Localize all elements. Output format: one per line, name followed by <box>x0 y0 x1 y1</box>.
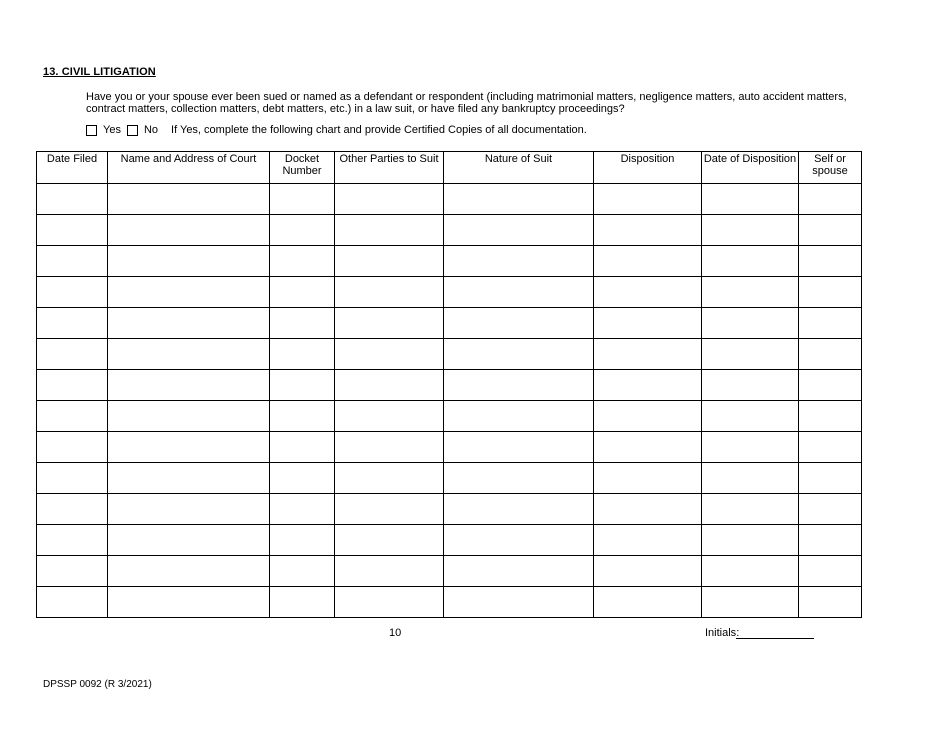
cell-date-filed[interactable] <box>37 184 108 215</box>
cell-court[interactable] <box>108 463 270 494</box>
cell-other-parties[interactable] <box>335 246 444 277</box>
cell-nature-of-suit[interactable] <box>444 215 594 246</box>
cell-self-or-spouse[interactable] <box>799 370 862 401</box>
cell-self-or-spouse[interactable] <box>799 339 862 370</box>
cell-court[interactable] <box>108 246 270 277</box>
header-court: Name and Address of Court <box>108 152 270 184</box>
cell-other-parties[interactable] <box>335 370 444 401</box>
table-row <box>37 308 862 339</box>
table-row <box>37 432 862 463</box>
cell-date-of-disposition[interactable] <box>702 215 799 246</box>
yes-checkbox[interactable] <box>86 125 97 136</box>
no-checkbox[interactable] <box>127 125 138 136</box>
table-row <box>37 401 862 432</box>
no-label: No <box>143 124 159 136</box>
cell-disposition[interactable] <box>594 246 702 277</box>
cell-other-parties[interactable] <box>335 401 444 432</box>
table-row <box>37 277 862 308</box>
cell-nature-of-suit[interactable] <box>444 494 594 525</box>
cell-other-parties[interactable] <box>335 339 444 370</box>
cell-nature-of-suit[interactable] <box>444 401 594 432</box>
cell-other-parties[interactable] <box>335 277 444 308</box>
cell-nature-of-suit[interactable] <box>444 587 594 618</box>
table-row <box>37 494 862 525</box>
cell-date-filed[interactable] <box>37 339 108 370</box>
cell-court[interactable] <box>108 525 270 556</box>
cell-disposition[interactable] <box>594 308 702 339</box>
cell-date-of-disposition[interactable] <box>702 277 799 308</box>
cell-disposition[interactable] <box>594 184 702 215</box>
cell-court[interactable] <box>108 401 270 432</box>
cell-docket-number[interactable] <box>270 277 335 308</box>
answer-row <box>86 123 587 137</box>
cell-disposition[interactable] <box>594 370 702 401</box>
cell-disposition[interactable] <box>594 401 702 432</box>
cell-self-or-spouse[interactable] <box>799 401 862 432</box>
initials-label: Initials <box>705 627 737 639</box>
cell-other-parties[interactable] <box>335 556 444 587</box>
header-self-or-spouse: Self or spouse <box>799 152 862 184</box>
page-number: 10 <box>389 627 402 639</box>
table-row <box>37 525 862 556</box>
cell-disposition[interactable] <box>594 587 702 618</box>
cell-nature-of-suit[interactable] <box>444 277 594 308</box>
cell-nature-of-suit[interactable] <box>444 184 594 215</box>
header-disposition: Disposition <box>594 152 702 184</box>
cell-date-of-disposition[interactable] <box>702 587 799 618</box>
cell-self-or-spouse[interactable] <box>799 525 862 556</box>
cell-court[interactable] <box>108 184 270 215</box>
cell-self-or-spouse[interactable] <box>799 587 862 618</box>
cell-self-or-spouse[interactable] <box>799 184 862 215</box>
cell-date-of-disposition[interactable] <box>702 556 799 587</box>
cell-court[interactable] <box>108 215 270 246</box>
cell-date-of-disposition[interactable] <box>702 494 799 525</box>
cell-docket-number[interactable] <box>270 587 335 618</box>
cell-date-of-disposition[interactable] <box>702 184 799 215</box>
section-title: 13. CIVIL LITIGATION <box>43 66 156 78</box>
cell-docket-number[interactable] <box>270 556 335 587</box>
cell-date-of-disposition[interactable] <box>702 525 799 556</box>
cell-date-filed[interactable] <box>37 432 108 463</box>
initials-input-line[interactable] <box>736 627 814 639</box>
cell-disposition[interactable] <box>594 525 702 556</box>
header-date-filed: Date Filed <box>37 152 108 184</box>
cell-date-filed[interactable] <box>37 401 108 432</box>
cell-other-parties[interactable] <box>335 215 444 246</box>
cell-date-filed[interactable] <box>37 556 108 587</box>
cell-nature-of-suit[interactable] <box>444 463 594 494</box>
cell-self-or-spouse[interactable] <box>799 494 862 525</box>
cell-court[interactable] <box>108 494 270 525</box>
cell-date-of-disposition[interactable] <box>702 401 799 432</box>
table-row <box>37 587 862 618</box>
cell-court[interactable] <box>108 277 270 308</box>
cell-other-parties[interactable] <box>335 308 444 339</box>
yes-label: Yes <box>103 124 121 136</box>
cell-nature-of-suit[interactable] <box>444 556 594 587</box>
cell-date-filed[interactable] <box>37 525 108 556</box>
cell-date-of-disposition[interactable] <box>702 370 799 401</box>
cell-docket-number[interactable] <box>270 184 335 215</box>
cell-other-parties[interactable] <box>335 525 444 556</box>
cell-nature-of-suit[interactable] <box>444 339 594 370</box>
cell-self-or-spouse[interactable] <box>799 432 862 463</box>
question-text: Have you or your spouse ever been sued or named as a defendant or respondent (including matrimonial matters, negligence matters, auto accident matters, contract matters, collection matters, debt matters, etc.) in a law suit, or have filed any bankruptcy proceedings? <box>86 91 847 115</box>
cell-self-or-spouse[interactable] <box>799 246 862 277</box>
table-row <box>37 463 862 494</box>
cell-nature-of-suit[interactable] <box>444 308 594 339</box>
initials-field <box>705 627 814 639</box>
cell-disposition[interactable] <box>594 277 702 308</box>
cell-docket-number[interactable] <box>270 401 335 432</box>
cell-self-or-spouse[interactable] <box>799 215 862 246</box>
table-body <box>37 184 862 618</box>
cell-date-of-disposition[interactable] <box>702 308 799 339</box>
cell-self-or-spouse[interactable] <box>799 556 862 587</box>
cell-docket-number[interactable] <box>270 246 335 277</box>
cell-docket-number[interactable] <box>270 215 335 246</box>
header-nature-of-suit: Nature of Suit <box>444 152 594 184</box>
cell-other-parties[interactable] <box>335 432 444 463</box>
cell-date-filed[interactable] <box>37 277 108 308</box>
cell-docket-number[interactable] <box>270 308 335 339</box>
cell-court[interactable] <box>108 308 270 339</box>
cell-disposition[interactable] <box>594 432 702 463</box>
initials-colon: : <box>736 627 740 639</box>
cell-date-filed[interactable] <box>37 370 108 401</box>
header-date-of-disposition: Date of Disposition <box>702 152 799 184</box>
cell-date-filed[interactable] <box>37 494 108 525</box>
cell-court[interactable] <box>108 370 270 401</box>
cell-nature-of-suit[interactable] <box>444 432 594 463</box>
cell-docket-number[interactable] <box>270 494 335 525</box>
cell-date-of-disposition[interactable] <box>702 339 799 370</box>
cell-docket-number[interactable] <box>270 463 335 494</box>
cell-docket-number[interactable] <box>270 370 335 401</box>
cell-date-of-disposition[interactable] <box>702 246 799 277</box>
cell-date-filed[interactable] <box>37 587 108 618</box>
cell-date-filed[interactable] <box>37 308 108 339</box>
cell-self-or-spouse[interactable] <box>799 308 862 339</box>
table-header-row <box>37 152 862 184</box>
table-row <box>37 246 862 277</box>
cell-date-of-disposition[interactable] <box>702 432 799 463</box>
cell-docket-number[interactable] <box>270 432 335 463</box>
header-docket-number: Docket Number <box>270 152 335 184</box>
cell-self-or-spouse[interactable] <box>799 277 862 308</box>
cell-nature-of-suit[interactable] <box>444 525 594 556</box>
table-row <box>37 556 862 587</box>
table-row <box>37 370 862 401</box>
cell-date-filed[interactable] <box>37 215 108 246</box>
cell-docket-number[interactable] <box>270 339 335 370</box>
table-row <box>37 215 862 246</box>
cell-disposition[interactable] <box>594 339 702 370</box>
table-row <box>37 339 862 370</box>
cell-date-of-disposition[interactable] <box>702 463 799 494</box>
cell-disposition[interactable] <box>594 494 702 525</box>
cell-other-parties[interactable] <box>335 463 444 494</box>
cell-disposition[interactable] <box>594 215 702 246</box>
cell-disposition[interactable] <box>594 556 702 587</box>
cell-court[interactable] <box>108 556 270 587</box>
cell-disposition[interactable] <box>594 463 702 494</box>
cell-other-parties[interactable] <box>335 494 444 525</box>
cell-docket-number[interactable] <box>270 525 335 556</box>
cell-court[interactable] <box>108 587 270 618</box>
cell-court[interactable] <box>108 339 270 370</box>
cell-self-or-spouse[interactable] <box>799 463 862 494</box>
cell-date-filed[interactable] <box>37 246 108 277</box>
cell-nature-of-suit[interactable] <box>444 370 594 401</box>
cell-date-filed[interactable] <box>37 463 108 494</box>
instruction-text: If Yes, complete the following chart and provide Certified Copies of all documentation. <box>171 124 587 136</box>
cell-other-parties[interactable] <box>335 587 444 618</box>
cell-nature-of-suit[interactable] <box>444 246 594 277</box>
header-other-parties: Other Parties to Suit <box>335 152 444 184</box>
cell-other-parties[interactable] <box>335 184 444 215</box>
civil-litigation-table <box>36 151 862 618</box>
table-row <box>37 184 862 215</box>
cell-court[interactable] <box>108 432 270 463</box>
form-code: DPSSP 0092 (R 3/2021) <box>43 679 152 690</box>
